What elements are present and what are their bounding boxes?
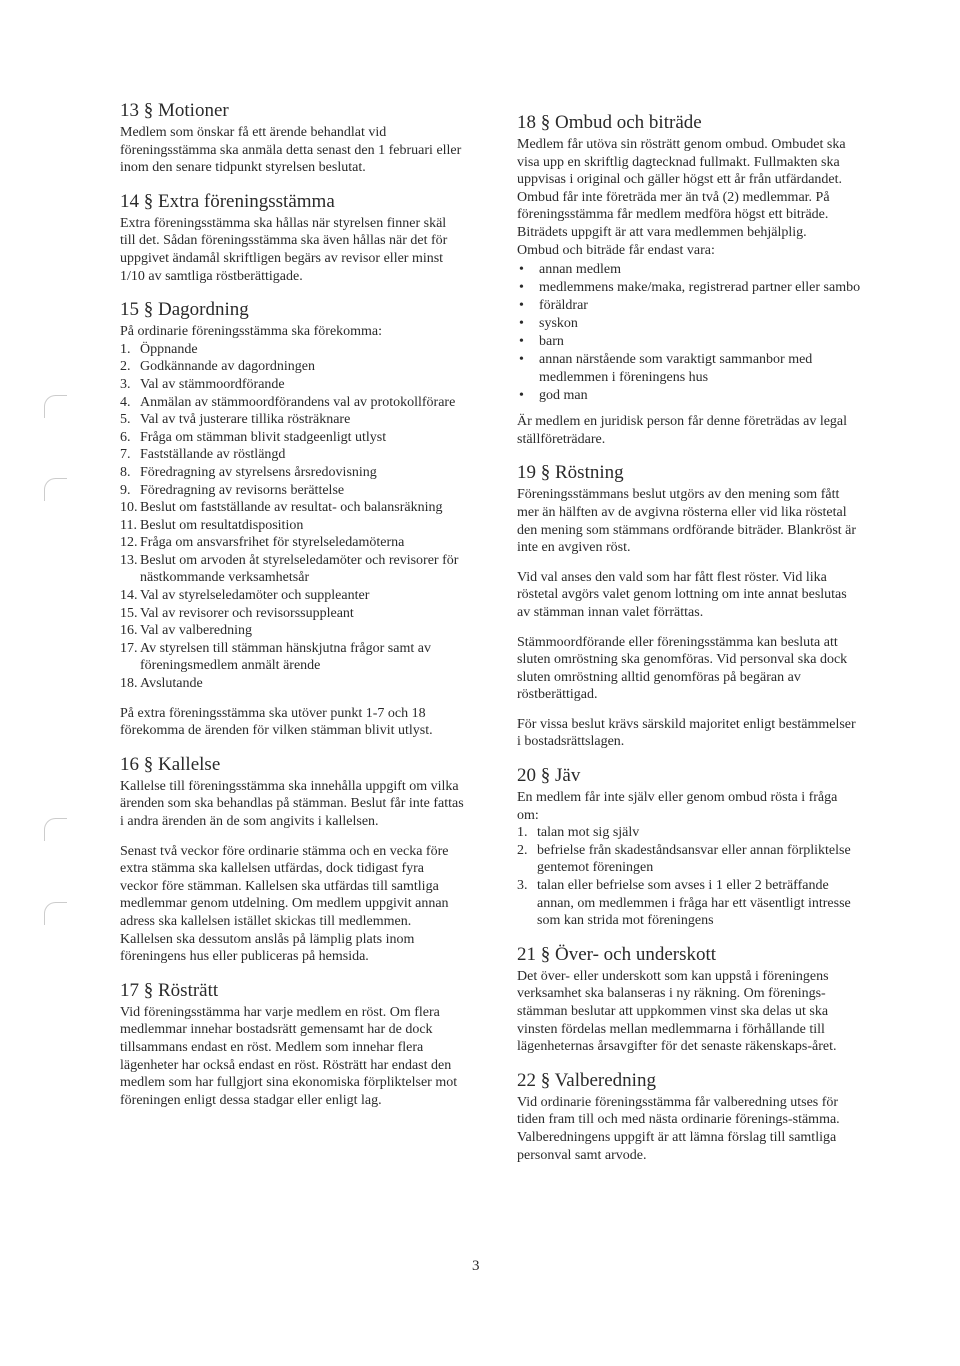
- list-item: • annan närstående som varaktigt sammanbor med medlemmen i föreningens hus: [519, 352, 813, 386]
- section-15-title: 15 § Dagordning: [120, 299, 249, 321]
- punch-hole-mark: [44, 478, 67, 501]
- list-item: • annan medlem: [519, 262, 622, 278]
- punch-hole-mark: [44, 902, 67, 925]
- section-22-title: 22 § Valberedning: [517, 1069, 656, 1091]
- list-item: 1. Öppnande: [120, 341, 198, 357]
- list-item: • medlemmens make/maka, registrerad partner eller sambo: [519, 280, 861, 296]
- list-item: 2. befrielse från skadeståndsansvar eller annan förpliktelse gentemot föreningen: [517, 842, 851, 876]
- list-item: • god man: [519, 388, 588, 404]
- section-21-title: 21 § Över- och underskott: [517, 943, 717, 965]
- list-item: 7. Fastställande av röstlängd: [120, 447, 286, 463]
- section-15: [120, 299, 465, 740]
- section-22: [517, 1070, 862, 1164]
- section-14-title: 14 § Extra föreningsstämma: [120, 190, 335, 212]
- section-15-outro: På extra föreningsstämma ska utöver punkt 1-7 och 18 förekomma de ärenden för vilken stämman blivit utlyst.: [120, 705, 433, 739]
- section-21: [517, 944, 862, 1056]
- punch-hole-mark: [44, 818, 67, 841]
- section-16-paragraph-1: Kallelse till föreningsstämma ska innehålla uppgift om vilka ärenden som ska behandlas på stämman. Beslut får inte fattas i andra ärenden än de som angivits i kallelsen.: [120, 778, 464, 829]
- section-18-title: 18 § Ombud och biträde: [517, 112, 702, 133]
- list-item: 1. talan mot sig själv: [517, 825, 640, 841]
- section-19-paragraph-4: För vissa beslut krävs särskild majoritet enligt bestämmelser i bostadsrättslagen.: [517, 716, 856, 750]
- section-16: [120, 754, 465, 966]
- conflict-list: [517, 824, 862, 930]
- list-item: 11. Beslut om resultatdisposition: [120, 517, 304, 533]
- section-17-title: 17 § Rösträtt: [120, 979, 219, 1001]
- left-column: [120, 100, 465, 1123]
- list-item: 3. Val av stämmoordförande: [120, 376, 285, 392]
- section-19-title: 19 § Röstning: [517, 462, 624, 484]
- section-20: [517, 765, 862, 930]
- list-item: 15. Val av revisorer och revisorssuppleant: [120, 605, 354, 621]
- list-item: 3. talan eller befrielse som avses i 1 eller 2 beträffande annan, om medlemmen i fråga har ett väsentligt intresse som kan strida mot föreningens: [517, 878, 851, 929]
- section-15-intro: På ordinarie föreningsstämma ska förekomma:: [120, 324, 383, 340]
- right-column: [517, 112, 862, 1178]
- section-13-text: Medlem som önskar få ett ärende behandlat vid föreningsstämma ska anmäla detta senast den 1 februari eller inom den senare tidpunkt styrelsen beslutat.: [120, 125, 462, 176]
- section-19-paragraph-2: Vid val anses den vald som har fått flest röster. Vid lika röstetal avgörs valet genom lottning om inte annat beslutas av stämman innan valet förrättas.: [517, 569, 847, 620]
- section-13: [120, 100, 465, 177]
- list-item: 4. Anmälan av stämmoordförandens val av protokollförare: [120, 394, 456, 410]
- section-19: [517, 462, 862, 751]
- section-20-intro: En medlem får inte själv eller genom ombud rösta i fråga om:: [517, 790, 838, 823]
- section-17: [120, 980, 465, 1110]
- list-item: 12. Fråga om ansvarsfrihet för styrelseledamöterna: [120, 535, 405, 551]
- list-item: 17. Av styrelsen till stämman hänskjutna frågor samt av föreningsmedlem anmält ärende: [120, 640, 431, 674]
- list-item: 16. Val av valberedning: [120, 623, 252, 639]
- list-item: 14. Val av styrelseledamöter och suppleanter: [120, 588, 370, 604]
- section-18-paragraph-1: Medlem får utöva sin rösträtt genom ombud. Ombudet ska visa upp en skriftlig dagtecknad fullmakt. Fullmakten ska uppvisas i original och gäller högst ett år från utfärdandet. Ombud får inte företräda mer än två (2) medlemmar. På föreningsstämma får medlem medföra högst ett biträde. Biträdets uppgift är att vara medlemmen behjälplig.: [517, 137, 846, 240]
- list-item: 9. Föredragning av revisorns berättelse: [120, 482, 345, 498]
- section-18-intro: Ombud och biträde får endast vara:: [517, 242, 715, 258]
- list-item: 2. Godkännande av dagordningen: [120, 359, 315, 375]
- section-16-title: 16 § Kallelse: [120, 753, 221, 775]
- list-item: 13. Beslut om arvoden åt styrelseledamöter och revisorer för nästkommande verksamhetsår: [120, 552, 459, 586]
- section-18: [517, 112, 862, 448]
- list-item: 6. Fråga om stämman blivit stadgeenligt utlyst: [120, 429, 387, 445]
- section-20-title: 20 § Jäv: [517, 765, 581, 787]
- section-13-title: 13 § Motioner: [120, 100, 229, 121]
- list-item: 5. Val av två justerare tillika rösträknare: [120, 412, 351, 428]
- section-14-text: Extra föreningsstämma ska hållas när styrelsen finner skäl till det. Sådan föreningsstämma ska även hållas när det för uppgivet ändamål skriftligen begärs av revisor eller minst 1/10 av samtliga röstberättigade.: [120, 215, 448, 284]
- list-item: 18. Avslutande: [120, 676, 203, 692]
- section-19-paragraph-1: Föreningsstämmans beslut utgörs av den mening som fått mer än hälften av de avgivna rösterna eller vid lika röstetal den mening som stämmans ordförande biträder. Blankröst är inte en avgiven röst.: [517, 487, 857, 556]
- punch-hole-mark: [44, 395, 67, 418]
- list-item: 8. Föredragning av styrelsens årsredovisning: [120, 464, 377, 480]
- section-17-text: Vid föreningsstämma har varje medlem en röst. Om flera medlemmar innehar bostadsrätt gemensamt har de dock tillsammans endast en röst. Medlem som innehar flera lägenheter har också endast en röst. Rösträtt har endast den medlem som har fullgjort sina ekonomiska förpliktelser mot föreningen enligt dessa stadgar eller enligt lag.: [120, 1004, 458, 1108]
- list-item: • föräldrar: [519, 298, 588, 314]
- page-number: 3: [472, 1258, 480, 1274]
- list-item: 10. Beslut om fastställande av resultat- och balansräkning: [120, 500, 443, 516]
- section-16-paragraph-2: Senast två veckor före ordinarie stämma och en vecka före extra stämma ska kallelsen utfärdas, dock tidigast fyra veckor före stämman. Kallelsen ska utfärdas till samtliga medlemmar genom utdelning. Om medlem uppgivit annan adress ska kallelsen istället skickas till medlemmen. Kallelsen ska dessutom anslås på lämplig plats inom föreningens hus eller publiceras på hemsida.: [120, 843, 449, 965]
- section-21-text: Det över- eller underskott som kan uppstå i föreningens verksamhet ska balanseras i ny räkning. Om förenings-stämman beslutar att uppkommen vinst ska delas ut ska vinsten fördelas mellan medlemmarna i förhållande till lägenheternas årsavgifter för det senaste räkenskaps-året.: [517, 968, 837, 1055]
- proxy-list: [517, 261, 862, 405]
- agenda-list: [120, 341, 465, 693]
- section-22-text: Vid ordinarie föreningsstämma får valberedning utses för tiden fram till och med nästa ordinarie förenings-stämma. Valberedningens uppgift är att lämna förslag till samtliga personval samt arvode.: [517, 1094, 840, 1163]
- section-14: [120, 191, 465, 285]
- list-item: • barn: [519, 334, 564, 350]
- section-18-paragraph-2: Är medlem en juridisk person får denne företrädas av legal ställföreträdare.: [517, 414, 848, 447]
- list-item: • syskon: [519, 316, 578, 332]
- section-19-paragraph-3: Stämmoordförande eller föreningsstämma kan besluta att sluten omröstning ska genomföras. Vid personval ska dock sluten omröstning alltid genomföras på begäran av röstberättigad.: [517, 634, 848, 703]
